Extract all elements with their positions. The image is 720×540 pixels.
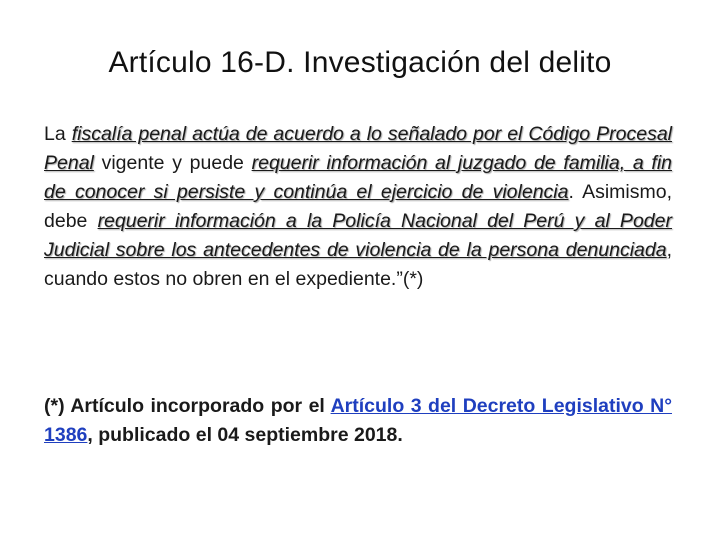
footnote-prefix: (*) Artículo incorporado por el [44, 395, 331, 417]
decreto-link[interactable]: Artículo 3 del Decreto Legislativo N° 1386 [44, 395, 672, 446]
emphasis-requerir-policia: requerir información a la Policía Nacional del Perú y al Poder Judicial sobre los antecedentes de violencia de la persona denunciada [44, 210, 672, 261]
footnote [44, 392, 672, 450]
emphasis-requerir-juzgado: requerir información al juzgado de familia, a fin de conocer si persiste y continúa el ejercicio de violencia [44, 152, 672, 203]
article-paragraph [44, 120, 672, 294]
paragraph-text-4: , cuando estos no obren en el expediente.”(*) [44, 239, 672, 290]
paragraph-text-1: La [44, 123, 72, 145]
paragraph-text-2: vigente y puede [93, 152, 252, 174]
slide-title: Artículo 16-D. Investigación del delito [108, 46, 612, 79]
footnote-suffix: , publicado el 04 septiembre 2018. [87, 424, 403, 446]
emphasis-fiscalia: fiscalía penal actúa de acuerdo a lo señalado por el Código Procesal Penal [44, 123, 673, 174]
paragraph-text-3: . Asimismo, debe [44, 181, 672, 232]
